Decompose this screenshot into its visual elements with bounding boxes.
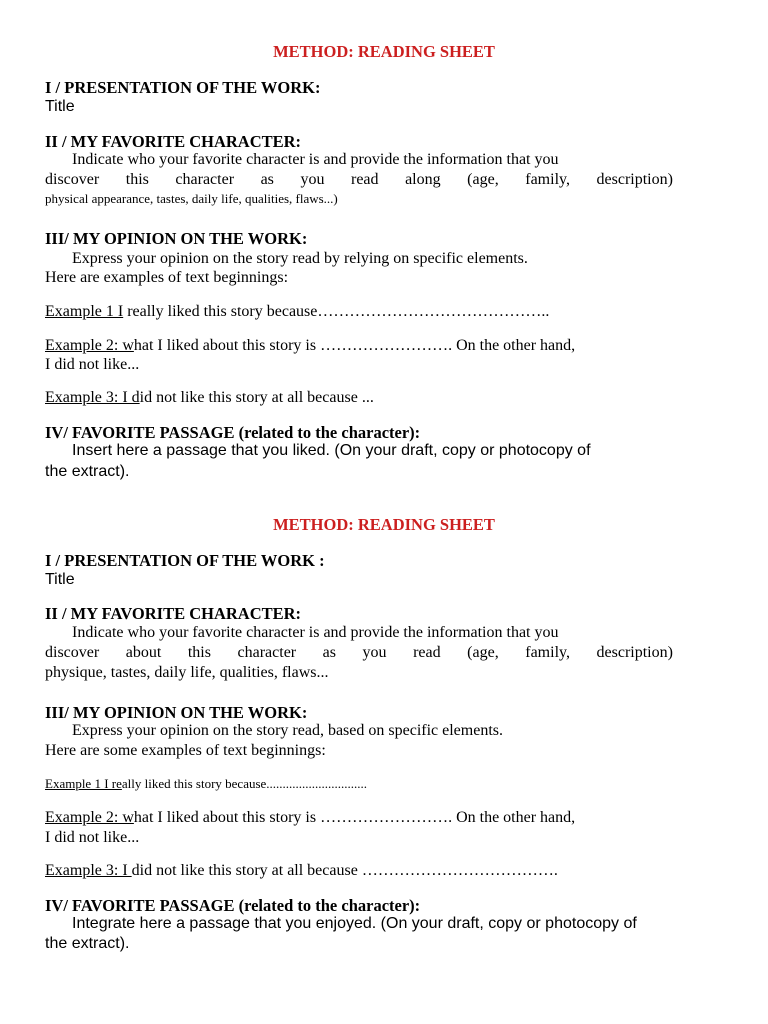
justified-word: this <box>187 644 211 661</box>
example-label: Example 3: I <box>45 862 132 879</box>
sheet2-section2-heading: II / MY FAVORITE CHARACTER: <box>45 604 302 623</box>
sheet2-title: METHOD: READING SHEET <box>273 515 495 534</box>
justified-word: as <box>260 171 274 188</box>
example-label: Example 2: w <box>45 337 134 354</box>
justified-word: family, <box>525 644 570 661</box>
example-text: hat I liked about this story is ……………………. On the other hand, <box>133 809 576 826</box>
justified-word: this <box>125 171 149 188</box>
justified-word: family, <box>525 171 570 188</box>
justified-word: discover <box>45 644 100 661</box>
sheet2-example3 <box>45 862 558 880</box>
sheet2-example2 <box>45 809 575 827</box>
sheet1-example1 <box>45 303 549 321</box>
justified-word: character <box>175 171 235 188</box>
sheet1-section2-line1: Indicate who your favorite character is and provide the information that you <box>72 151 559 168</box>
sheet1-example2 <box>45 337 575 355</box>
sheet2-section3-line1: Express your opinion on the story read, based on specific elements. <box>72 722 503 739</box>
example-text: hat I liked about this story is ……………………. On the other hand, <box>133 337 576 354</box>
example-label: Example 1 I <box>45 303 124 320</box>
sheet1-section4-heading: IV/ FAVORITE PASSAGE (related to the character): <box>45 423 421 442</box>
sheet1-section2-line3: physical appearance, tastes, daily life, qualities, flaws...) <box>45 191 338 206</box>
justified-word: along <box>405 171 441 188</box>
sheet1-title-field: Title <box>45 98 75 115</box>
sheet1-section4-line1: Insert here a passage that you liked. (On your draft, copy or photocopy of <box>72 442 591 459</box>
example-label: Example 1 I re <box>45 776 122 791</box>
justified-word: character <box>237 644 297 661</box>
sheet1-section2-line2 <box>45 171 673 189</box>
justified-word: description) <box>596 171 673 188</box>
justified-word: description) <box>596 644 673 661</box>
justified-word: (age, <box>467 644 499 661</box>
justified-word: as <box>322 644 336 661</box>
example-text: really liked this story because…………………………………….. <box>123 303 550 320</box>
sheet2-section3-heading: III/ MY OPINION ON THE WORK: <box>45 703 308 722</box>
example-label: Example 3: I d <box>45 389 140 406</box>
example-text: ally liked this story because............................... <box>121 776 368 791</box>
sheet2-section2-line2 <box>45 644 673 662</box>
justified-word: (age, <box>467 171 499 188</box>
justified-word: read <box>413 644 441 661</box>
sheet1-example3 <box>45 389 374 407</box>
justified-word: about <box>125 644 162 661</box>
example-text: id not like this story at all because ... <box>139 389 374 406</box>
sheet2-example1 <box>45 776 367 792</box>
sheet2-section2-line3: physique, tastes, daily life, qualities, flaws... <box>45 664 329 681</box>
sheet2-section1-heading: I / PRESENTATION OF THE WORK : <box>45 551 325 570</box>
sheet1-title: METHOD: READING SHEET <box>273 42 495 61</box>
sheet2-section3-line2: Here are some examples of text beginnings: <box>45 742 326 759</box>
sheet1-section3-heading: III/ MY OPINION ON THE WORK: <box>45 229 308 248</box>
sheet1-example2-line2: I did not like... <box>45 356 140 373</box>
sheet2-section4-heading: IV/ FAVORITE PASSAGE (related to the character): <box>45 896 421 915</box>
sheet2-example2-line2: I did not like... <box>45 829 140 846</box>
justified-word: you <box>300 171 325 188</box>
justified-word: you <box>362 644 387 661</box>
justified-word: discover <box>45 171 100 188</box>
sheet2-title-field: Title <box>45 571 75 588</box>
example-label: Example 2: w <box>45 809 134 826</box>
sheet1-section3-line1: Express your opinion on the story read by relying on specific elements. <box>72 250 528 267</box>
sheet2-section4-line1: Integrate here a passage that you enjoyed. (On your draft, copy or photocopy of <box>72 915 637 932</box>
sheet1-section1-heading: I / PRESENTATION OF THE WORK: <box>45 78 321 97</box>
justified-word: read <box>351 171 379 188</box>
sheet2-section4-line2: the extract). <box>45 935 130 952</box>
sheet1-section4-line2: the extract). <box>45 463 130 480</box>
sheet1-section2-heading: II / MY FAVORITE CHARACTER: <box>45 132 302 151</box>
example-text: did not like this story at all because ………………………………. <box>131 862 558 879</box>
sheet2-section2-line1: Indicate who your favorite character is and provide the information that you <box>72 624 559 641</box>
sheet1-section3-line2: Here are examples of text beginnings: <box>45 269 289 286</box>
